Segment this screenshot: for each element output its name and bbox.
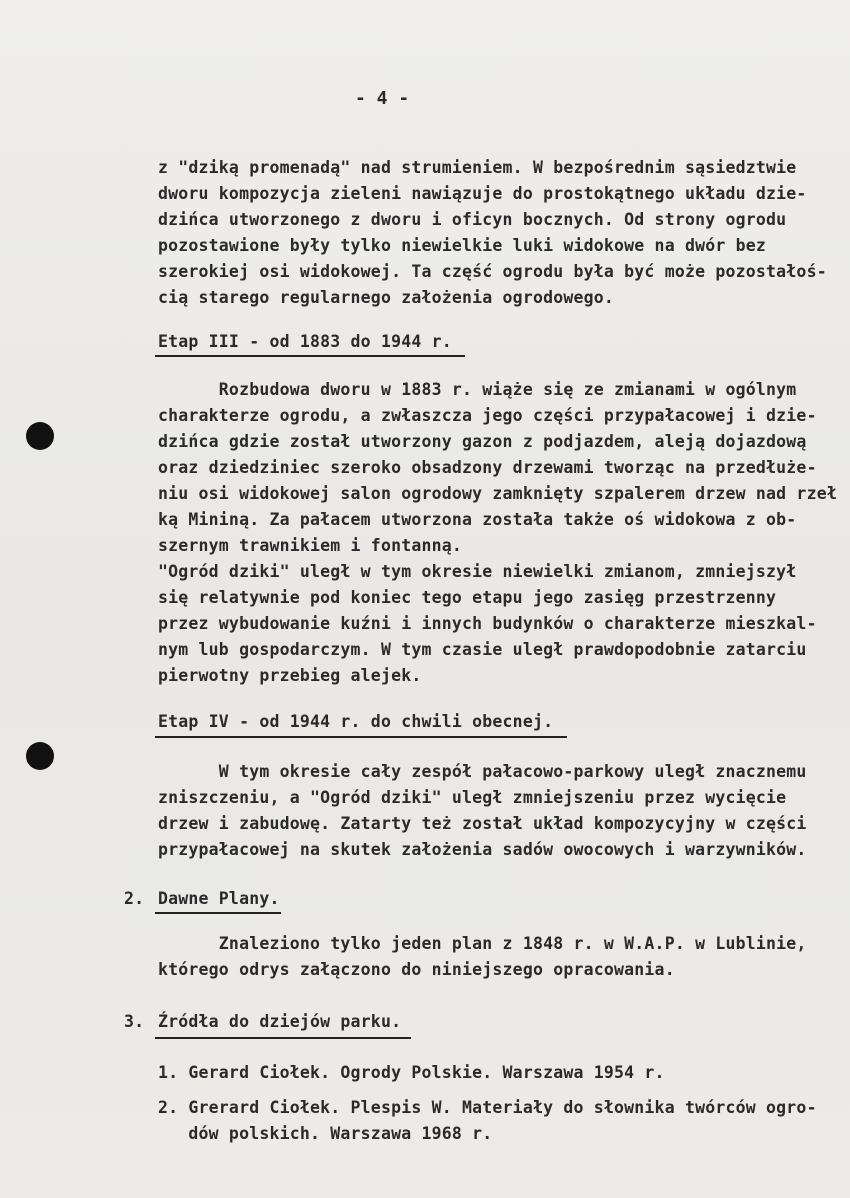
text-line: niu osi widokowej salon ogrodowy zamknięty szpalerem drzew nad rzeł xyxy=(158,484,837,503)
text-line: pozostawione były tylko niewielkie luki widokowe na dwór bez xyxy=(158,236,767,255)
text-line: Rozbudowa dworu w 1883 r. wiąże się ze zmianami w ogólnym xyxy=(158,380,797,399)
page-number: - 4 - xyxy=(355,88,410,109)
punch-hole xyxy=(26,742,54,770)
section-number: 2. xyxy=(124,889,145,908)
text-line: z "dziką promenadą" nad strumieniem. W bezpośrednim sąsiedztwie xyxy=(158,158,797,177)
text-line: pierwotny przebieg alejek. xyxy=(158,666,422,685)
text-line: dzińca gdzie został utworzony gazon z podjazdem, aleją dojazdową xyxy=(158,432,807,451)
heading-underline xyxy=(155,736,567,738)
text-line: "Ogród dziki" uległ w tym okresie niewielki zmianom, zmniejszył xyxy=(158,562,797,581)
text-line: cią starego regularnego założenia ogrodowego. xyxy=(158,288,615,307)
text-line: szernym trawnikiem i fontanną. xyxy=(158,536,463,555)
text-line: W tym okresie cały zespół pałacowo-parkowy uległ znacznemu xyxy=(158,762,807,781)
section-heading: Etap III - od 1883 do 1944 r. xyxy=(158,332,452,351)
text-line: dworu kompozycja zieleni nawiązuje do prostokątnego układu dzie- xyxy=(158,184,807,203)
text-line: przez wybudowanie kuźni i innych budynków o charakterze mieszkal- xyxy=(158,614,817,633)
bibliography-item: 1. Gerard Ciołek. Ogrody Polskie. Warszawa 1954 r. xyxy=(158,1063,665,1082)
heading-underline xyxy=(155,912,281,914)
section-heading: Źródła do dziejów parku. xyxy=(158,1012,402,1031)
text-line: szerokiej osi widokowej. Ta część ogrodu była być może pozostałoś- xyxy=(158,262,827,281)
text-line: drzew i zabudowę. Zatarty też został układ kompozycyjny w części xyxy=(158,814,807,833)
text-line: przypałacowej na skutek założenia sadów owocowych i warzywników. xyxy=(158,840,807,859)
text-line: ką Mininą. Za pałacem utworzona została także oś widokowa z ob- xyxy=(158,510,797,529)
text-line: charakterze ogrodu, a zwłaszcza jego części przypałacowej i dzie- xyxy=(158,406,817,425)
bibliography-item: 2. Grerard Ciołek. Plespis W. Materiały do słownika twórców ogro- xyxy=(158,1098,817,1117)
text-line: którego odrys załączono do niniejszego opracowania. xyxy=(158,960,675,979)
text-line: dzińca utworzonego z dworu i oficyn bocznych. Od strony ogrodu xyxy=(158,210,787,229)
text-line: oraz dziedziniec szeroko obsadzony drzewami tworząc na przedłuże- xyxy=(158,458,817,477)
text-line: Znaleziono tylko jeden plan z 1848 r. w W.A.P. w Lublinie, xyxy=(158,934,807,953)
punch-hole xyxy=(26,422,54,450)
bibliography-item: dów polskich. Warszawa 1968 r. xyxy=(158,1124,493,1143)
section-heading: Etap IV - od 1944 r. do chwili obecnej. xyxy=(158,712,554,731)
text-line: zniszczeniu, a "Ogród dziki" uległ zmniejszeniu przez wycięcie xyxy=(158,788,787,807)
section-number: 3. xyxy=(124,1012,145,1031)
heading-underline xyxy=(155,1037,411,1039)
section-heading: Dawne Plany. xyxy=(158,889,280,908)
text-line: nym lub gospodarczym. W tym czasie uległ prawdopodobnie zatarciu xyxy=(158,640,807,659)
heading-underline xyxy=(155,355,465,357)
text-line: się relatywnie pod koniec tego etapu jego zasięg przestrzenny xyxy=(158,588,777,607)
